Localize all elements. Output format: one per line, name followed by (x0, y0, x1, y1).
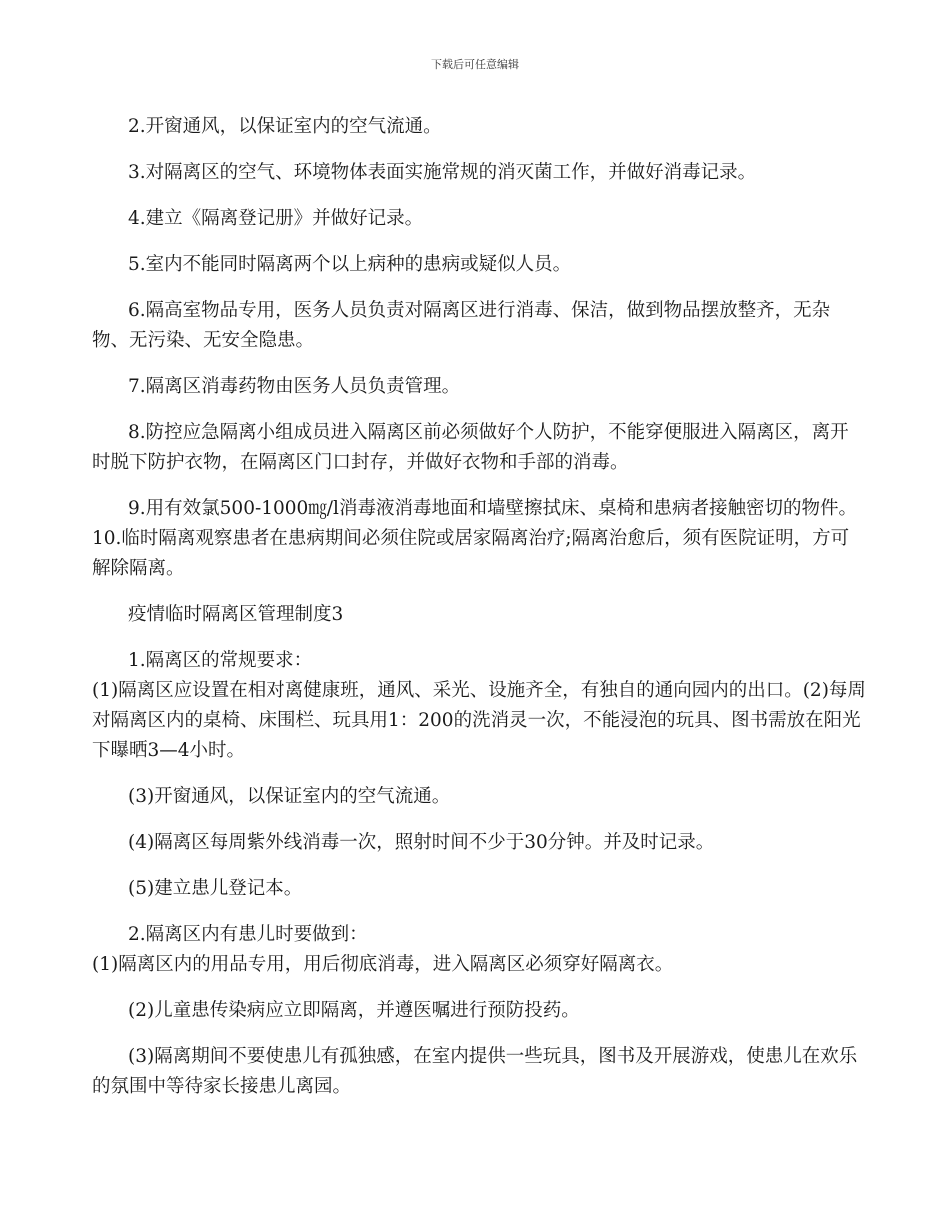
document-body (92, 112, 867, 1118)
paragraph: 6.隔高室物品专用，医务人员负责对隔离区进行消毒、保洁，做到物品摆放整齐，无杂物、无污染、无安全隐患。 (92, 300, 831, 351)
paragraph: (1)隔离区内的用品专用，用后彻底消毒，进入隔离区必须穿好隔离衣。 (92, 954, 674, 975)
paragraph: 2.开窗通风，以保证室内的空气流通。 (128, 116, 442, 137)
paragraph: 9.用有效氯500-1000㎎/l消毒液消毒地面和墙壁擦拭床、桌椅和患病者接触密切的物件。10.临时隔离观察患者在患病期间必须住院或居家隔离治疗;隔离治愈后，须有医院证明，方可解除隔离。 (92, 498, 857, 579)
paragraph: 5.室内不能同时隔离两个以上病种的患病或疑似人员。 (128, 254, 572, 275)
paragraph: (5)建立患儿登记本。 (128, 878, 303, 899)
paragraph: 4.建立《隔离登记册》并做好记录。 (128, 208, 424, 229)
paragraph: 3.对隔离区的空气、环境物体表面实施常规的消灭菌工作，并做好消毒记录。 (128, 162, 757, 183)
page-header: 下载后可任意编辑 (431, 58, 519, 71)
paragraph: (3)隔离期间不要使患儿有孤独感，在室内提供一些玩具，图书及开展游戏，使患儿在欢乐的氛围中等待家长接患儿离园。 (92, 1046, 858, 1097)
paragraph: (2)儿童患传染病应立即隔离，并遵医嘱进行预防投药。 (128, 1000, 580, 1021)
paragraph: (3)开窗通风，以保证室内的空气流通。 (128, 786, 451, 807)
paragraph: (1)隔离区应设置在相对离健康班，通风、采光、设施齐全，有独自的通向园内的出口。(2)每周对隔离区内的桌椅、床围栏、玩具用1：200的洗消灵一次，不能浸泡的玩具、图书需放在阳光下曝晒3—4小时。 (92, 680, 866, 761)
subheading: 2.隔离区内有患儿时要做到： (128, 924, 368, 945)
subheading: 1.隔离区的常规要求： (128, 650, 313, 671)
paragraph: (4)隔离区每周紫外线消毒一次，照射时间不少于30分钟。并及时记录。 (128, 832, 715, 853)
section-title: 疫情临时隔离区管理制度3 (128, 604, 344, 625)
paragraph: 7.隔离区消毒药物由医务人员负责管理。 (128, 376, 461, 397)
paragraph: 8.防控应急隔离小组成员进入隔离区前必须做好个人防护，不能穿便服进入隔离区，离开时脱下防护衣物，在隔离区门口封存，并做好衣物和手部的消毒。 (92, 422, 849, 473)
